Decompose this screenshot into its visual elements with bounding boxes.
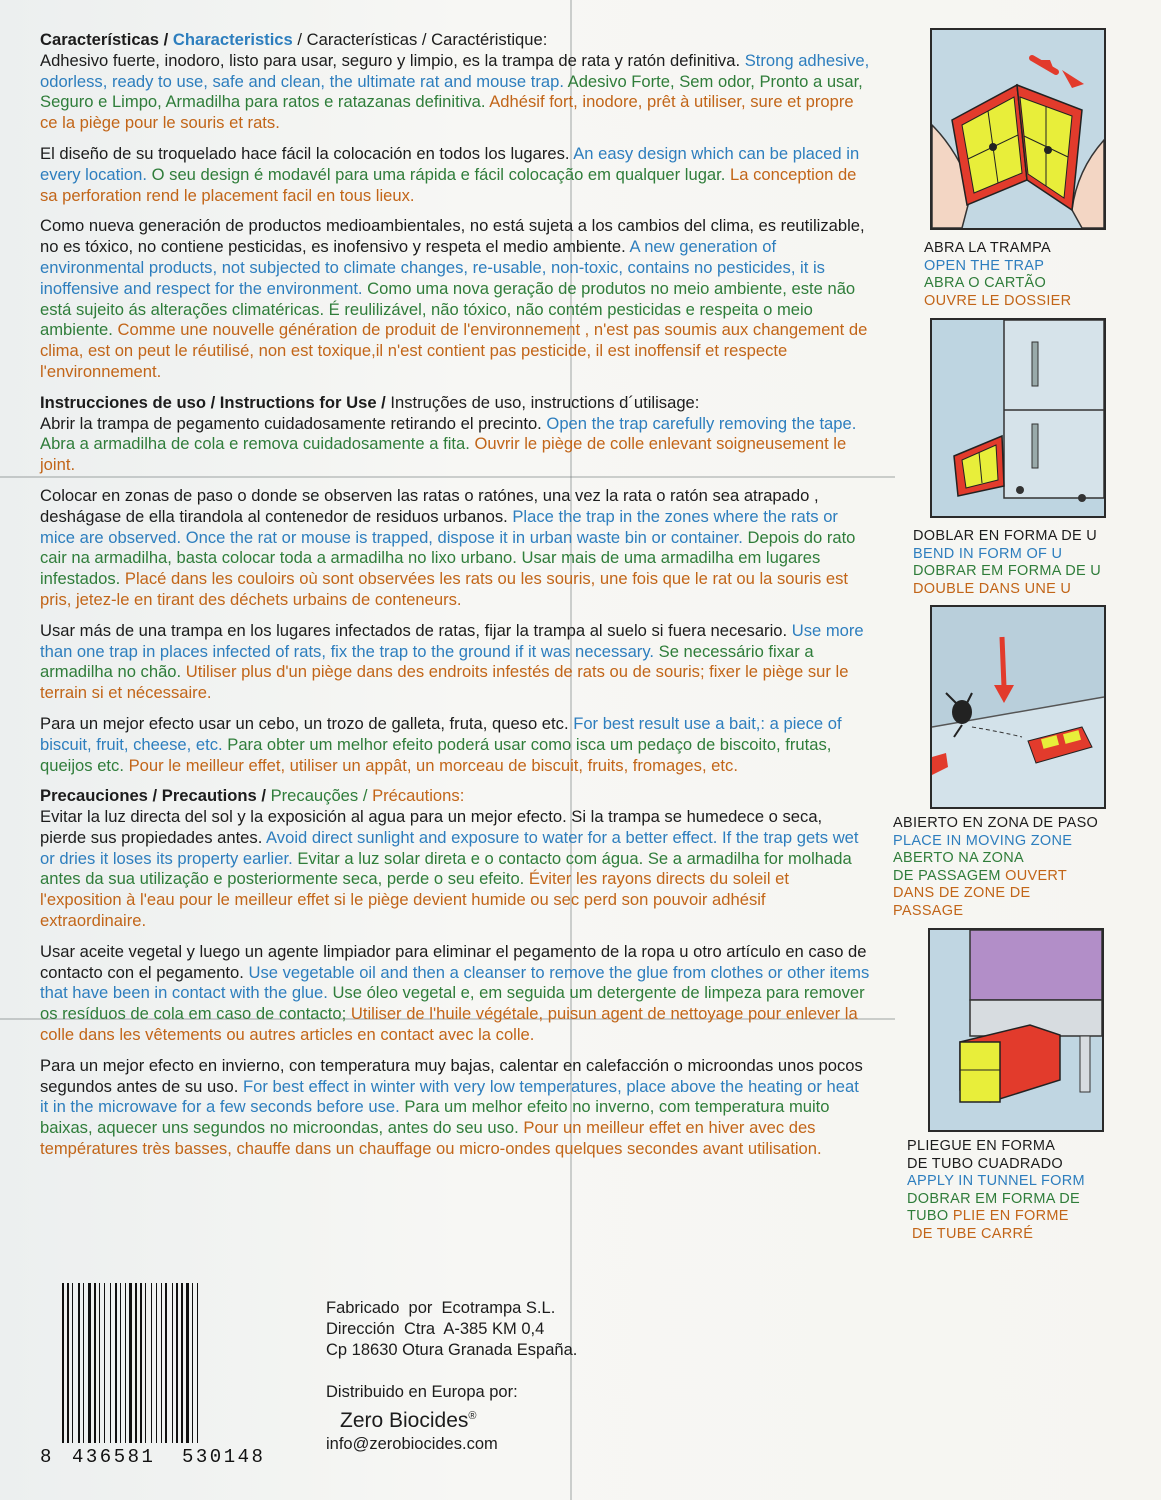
barcode-bar: [104, 1283, 105, 1443]
multi-fr: Utiliser plus d'un piège dans des endroits infestés de rats ou de souris; fixer le piège sur le terrain si et nécessaire.: [40, 662, 849, 703]
barcode-bar: [115, 1283, 117, 1443]
step-bend-fr: DOUBLE DANS UNE U: [913, 580, 1072, 597]
char-heading-en: Characteristics: [172, 30, 293, 49]
cleaning-paragraph: [40, 942, 870, 1046]
winter-fr: Pour un meilleur effet en hiver avec des températures très basses, chauffe dans un chauffage ou micro-ondes quelques secondes avant utilisation.: [40, 1118, 822, 1159]
distributor-label: Distribuido en Europa por:: [326, 1383, 518, 1401]
barcode-left-digits: 436581: [72, 1446, 156, 1468]
multi-en: Use more than one trap in places infected of rats, fix the trap to the ground if it was necessary.: [40, 620, 864, 661]
design-es: El diseño de su troquelado hace fácil la colocación en todos los lugares.: [40, 143, 570, 163]
barcode-bar: [161, 1283, 162, 1443]
design-fr: La conception de sa perforation rend le placement facil en tous lieux.: [40, 164, 857, 205]
place-en: Place the trap in the zones where the rats or mice are observed. Once the rat or mouse is trapped, dispose it in urban waste bin or container.: [40, 506, 838, 547]
multi-pt: Se necessário fixar a armadilha no chão.: [40, 641, 814, 682]
barcode-bar: [83, 1283, 84, 1443]
bait-fr: Pour le meilleur effet, utiliser un appât, un morceau de biscuit, fruits, fromages, etc.: [128, 755, 738, 775]
step-place-caption: [893, 815, 1098, 921]
instructions-heading: Instrucciones de uso / Instructions for Use /: [40, 392, 386, 412]
open-fr: Ouvrir le piège de colle enlevant soigneusement le joint.: [40, 434, 847, 475]
manufacturer-block: [326, 1298, 577, 1455]
oil-pt: Use óleo vegetal e, em seguida um detergente de limpeza para remover os resíduos de cola em caso de contacto;: [40, 983, 865, 1024]
step-open-illustration: [930, 28, 1106, 230]
design-pt: O seu design é modavél para uma rápida e fácil colocação em qualquer lugar.: [151, 164, 726, 184]
step-place-fr-3: PASSAGE: [893, 902, 964, 919]
step-open-es: ABRA LA TRAMPA: [924, 240, 1051, 256]
step-tunnel-pt-1: DOBRAR EM FORMA DE: [907, 1190, 1080, 1207]
barcode-bar: [172, 1283, 173, 1443]
step-place-es: ABIERTO EN ZONA DE PASO: [893, 815, 1099, 831]
barcode-bar: [120, 1283, 121, 1443]
placement-paragraph: [40, 486, 870, 611]
sun-es: Evitar la luz directa del sol y la exposición al agua para un mejor efecto. Si la trampa se humedece o seca, pierde sus propiedades antes.: [40, 807, 823, 847]
step-place-pt-1: ABERTO NA ZONA: [893, 850, 1024, 867]
manufacturer-city: Cp 18630 Otura Granada España.: [326, 1341, 578, 1359]
bait-paragraph: [40, 714, 870, 776]
barcode-bar: [176, 1283, 178, 1443]
open-pt: Abra a armadilha de cola e remova cuidadosamente a fita.: [40, 434, 470, 454]
step-place-en: PLACE IN MOVING ZONE: [893, 832, 1073, 849]
barcode-bar: [181, 1283, 183, 1443]
barcode-bar: [125, 1283, 126, 1443]
env-pt: Como uma nova geração de produtos no meio ambiente, este não está sujeito ás alterações climatéricas. É reulilizável, não tóxico, não contém pesticidas e respeita o meio ambiente.: [40, 278, 856, 340]
barcode-bar: [145, 1283, 146, 1443]
barcode-bar: [67, 1283, 69, 1443]
open-en: Open the trap carefully removing the tape.: [546, 413, 857, 433]
place-es: Colocar en zonas de paso o donde se observen las ratas o ratónes, una vez la rata o ratón sea atrapado , deshágase de ella tirandola al contenedor de residuos urbanos.: [40, 485, 819, 526]
barcode-bar: [110, 1283, 111, 1443]
barcode-bar: [62, 1283, 64, 1443]
winter-pt: Para um melhor efeito no inverno, com temperatura muito baixas, aquecer uns segundos no microondas, antes do seu uso.: [40, 1097, 830, 1138]
open-es: Abrir la trampa de pegamento cuidadosamente retirando el precinto.: [40, 413, 542, 433]
winter-es: Para un mejor efecto en invierno, con temperatura muy bajas, calentar en calefacción o microondas unos pocos segundos antes de su uso.: [40, 1055, 863, 1096]
barcode-bar: [151, 1283, 152, 1443]
registered-mark: ®: [468, 1410, 477, 1422]
oil-fr: Utiliser de l'huile végétale, puisun agent de nettoyage pour enlever la colle dans les vêtements ou autres articles en contact avec la colle.: [40, 1004, 858, 1045]
barcode: [60, 1283, 285, 1443]
multiple-traps-paragraph: [40, 621, 870, 704]
step-tunnel-es-1: PLIEGUE EN FORMA: [907, 1138, 1056, 1154]
barcode-bar: [129, 1283, 132, 1443]
step-open-caption: [924, 240, 1071, 310]
barcode-first-digit: 8: [40, 1446, 52, 1468]
oil-es: Usar aceite vegetal y luego un agente limpiador para eliminar el pegamento de la ropa u otro artículo en caso de contacto con el pegamento.: [40, 941, 867, 982]
instructions-heading-rest: Instruções de uso, instructions d´utilisage:: [390, 392, 700, 412]
step-bend-es: DOBLAR EN FORMA DE U: [913, 528, 1098, 544]
barcode-bar: [165, 1283, 167, 1443]
brand-name: Zero Biocides: [340, 1409, 469, 1432]
bait-es: Para un mejor efecto usar un cebo, un trozo de galleta, fruta, queso etc.: [40, 713, 569, 733]
barcode-right-digits: 530148: [182, 1446, 266, 1468]
step-place-illustration: [930, 605, 1106, 809]
step-tunnel-fr-1: PLIE EN FORME: [952, 1208, 1069, 1225]
distributor-brand: [326, 1403, 577, 1434]
characteristics-paragraph: [40, 30, 870, 134]
step-open-pt: ABRA O CARTÃO: [924, 275, 1047, 292]
precautions-heading: Precauciones / Precautions /: [40, 786, 266, 806]
design-paragraph: [40, 144, 870, 206]
barcode-bar: [78, 1283, 80, 1443]
char-pt: Adesivo Forte, Sem odor, Pronto a usar, Seguro e Limpo, Armadilha para ratos e ratazanas definitiva.: [40, 71, 863, 112]
barcode-bar: [197, 1283, 198, 1443]
barcode-bar: [140, 1283, 142, 1443]
barcode-bar: [99, 1283, 100, 1443]
step-place-pt-2: DE PASSAGEM: [893, 867, 1001, 884]
env-en: A new generation of environmental products, not subjected to climate changes, re-usable, non-toxic, contains no pesticides, it is inoffensive and respect for the environment.: [40, 237, 825, 298]
step-tunnel-illustration: [928, 928, 1104, 1132]
char-fr: Adhésif fort, inodore, prêt à utiliser, sure et propre ce la piège pour le souris et rats.: [40, 92, 854, 133]
instructions-paragraph: [40, 393, 870, 476]
sun-fr: Éviter les rayons directs du soleil et l'exposition à l'eau pour le meilleur effet si le piège devient humide ou sec perd son pouvoir adhésif extraordinaire.: [40, 869, 790, 931]
step-tunnel-fr-2: DE TUBE CARRÉ: [912, 1225, 1034, 1242]
barcode-bar: [186, 1283, 189, 1443]
step-bend-en: BEND IN FORM OF U: [913, 545, 1063, 562]
design-en: An easy design which can be placed in every location.: [40, 143, 860, 184]
step-bend-pt: DOBRAR EM FORMA DE U: [913, 563, 1102, 580]
barcode-bar: [192, 1283, 193, 1443]
instructions-text: [40, 30, 870, 1170]
step-bend-illustration: [930, 318, 1106, 518]
barcode-bar: [156, 1283, 157, 1443]
char-heading-rest: / Características / Caractéristique:: [297, 30, 548, 49]
bait-pt: Para obter um melhor efeito poderá usar como isca um pedaço de biscoito, frutas, queijos etc.: [40, 734, 832, 775]
winter-paragraph: [40, 1056, 870, 1160]
distributor-email: info@zerobiocides.com: [326, 1435, 498, 1453]
oil-en: Use vegetable oil and then a cleanser to remove the glue from clothes or other items that have been in contact with the glue.: [40, 962, 870, 1003]
step-tunnel-caption: [907, 1138, 1085, 1244]
barcode-bar: [135, 1283, 137, 1443]
place-fr: Placé dans les couloirs où sont observées les rats ou les souris, une fois que le rat ou la souris est pris, jetez-le en tirant des déchets urbains de conteneurs.: [40, 569, 849, 609]
step-tunnel-es-2: DE TUBO CUADRADO: [907, 1155, 1063, 1172]
winter-en: For best effect in winter with very low temperatures, place above the heating or heat it in the microwave for a few seconds before use.: [40, 1076, 859, 1117]
step-bend-caption: [913, 528, 1101, 598]
barcode-bar: [94, 1283, 96, 1443]
sun-en: Avoid direct sunlight and exposure to water for a better effect. If the trap gets wet or dries it loses its property earlier.: [40, 827, 859, 868]
sun-pt: Evitar a luz solar direta e o contacto com água. Se a armadilha for molhada antes da sua utilização e posteriormente seca, perde o seu efeito.: [40, 848, 852, 889]
char-heading-es: Características /: [40, 30, 169, 49]
step-tunnel-en: APPLY IN TUNNEL FORM: [907, 1173, 1085, 1190]
place-pt: Depois do rato cair na armadilha, basta colocar toda a armadilha no lixo urbano. Usar mais de uma armadilha em lugares infestados.: [40, 527, 856, 589]
step-place-fr-1: OUVERT: [1005, 867, 1068, 884]
manufacturer-address: Dirección Ctra A-385 KM 0,4: [326, 1320, 545, 1338]
step-place-fr-2: DANS DE ZONE DE: [893, 885, 1031, 902]
precautions-heading-pt: Precauções /: [270, 786, 368, 806]
bait-en: For best result use a bait,: a piece of biscuit, fruit, cheese, etc.: [40, 713, 842, 754]
char-en: Strong adhesive, odorless, ready to use, safe and clean, the ultimate rat and mouse trap.: [40, 50, 870, 91]
char-es: Adhesivo fuerte, inodoro, listo para usar, seguro y limpio, es la trampa de rata y ratón definitiva.: [40, 50, 741, 70]
step-open-en: OPEN THE TRAP: [924, 257, 1045, 274]
multi-es: Usar más de una trampa en los lugares infectados de ratas, fijar la trampa al suelo si fuera necesario.: [40, 620, 788, 640]
precautions-paragraph: [40, 786, 870, 932]
step-tunnel-pt-2: TUBO: [907, 1208, 949, 1225]
precautions-heading-fr: Précautions:: [372, 786, 465, 806]
step-open-fr: OUVRE LE DOSSIER: [924, 292, 1072, 309]
barcode-bar: [72, 1283, 73, 1443]
manufacturer-name: Fabricado por Ecotrampa S.L.: [326, 1299, 556, 1317]
env-es: Como nueva generación de productos medioambientales, no está sujeta a los cambios del clima, es reutilizable, no es tóxico, no contiene pesticidas, es inofensivo y respeta el medio ambiente.: [40, 216, 865, 257]
env-fr: Comme une nouvelle génération de produit de l'environnement , n'est pas soumis aux changement de clima, est on peut le réutilisé, non est toxique,il n'est contient pas pesticide, il est inoffensif et respecte l'environnement.: [40, 320, 868, 381]
environment-paragraph: [40, 216, 870, 382]
barcode-bar: [88, 1283, 91, 1443]
